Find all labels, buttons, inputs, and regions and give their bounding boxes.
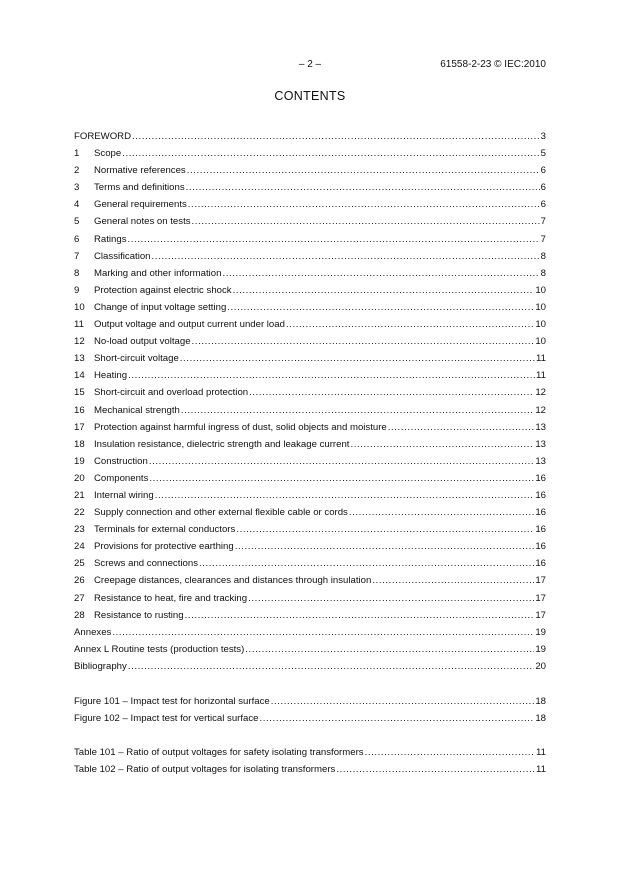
page-number: – 2 – — [298, 59, 322, 70]
toc-entry[interactable] — [74, 470, 546, 487]
toc-entry-label: Normative references — [94, 165, 186, 177]
page-header — [0, 59, 620, 73]
toc-entry-label: Marking and other information — [94, 267, 222, 279]
toc-entry-label: General requirements — [94, 199, 187, 211]
dot-leader — [248, 590, 534, 607]
dot-leader — [180, 350, 535, 367]
dot-leader — [233, 282, 535, 299]
toc-entry[interactable] — [74, 693, 546, 710]
toc-entry-label: Construction — [94, 455, 148, 467]
toc-entry-page: 20 — [535, 660, 546, 672]
toc-entry-label: Short-circuit voltage — [94, 353, 179, 365]
toc-entry[interactable] — [74, 744, 546, 761]
toc-entry[interactable] — [74, 641, 546, 658]
toc-entry[interactable] — [74, 607, 546, 624]
toc-entry[interactable] — [74, 658, 546, 675]
toc-entry-page: 8 — [540, 250, 546, 262]
dot-leader — [245, 641, 534, 658]
dot-leader — [128, 367, 535, 384]
toc-entry-page: 10 — [535, 301, 546, 313]
toc-entry[interactable] — [74, 487, 546, 504]
dot-leader — [199, 555, 534, 572]
toc-entry[interactable] — [74, 350, 546, 367]
toc-entry[interactable] — [74, 333, 546, 350]
dot-leader — [185, 607, 535, 624]
dot-leader — [350, 436, 534, 453]
toc-entry-number: 8 — [74, 267, 80, 279]
dot-leader — [227, 299, 534, 316]
toc-entry-label: Insulation resistance, dielectric strength and leakage current — [94, 438, 350, 450]
toc-entry-page: 6 — [540, 199, 546, 211]
toc-entry[interactable] — [74, 128, 546, 145]
dot-leader — [349, 504, 534, 521]
toc-entry-label: Output voltage and output current under load — [94, 319, 285, 331]
dot-leader — [187, 162, 540, 179]
toc-entry-number: 3 — [74, 182, 80, 194]
toc-entry-label: Resistance to rusting — [94, 609, 184, 621]
toc-entry-page: 8 — [540, 267, 546, 279]
toc-entry-number: 19 — [74, 455, 85, 467]
toc-entry-number: 9 — [74, 284, 80, 296]
toc-entry-page: 13 — [535, 455, 546, 467]
contents-title: CONTENTS — [274, 89, 346, 103]
toc-entry-label: Change of input voltage setting — [94, 301, 227, 313]
toc-entry-page: 16 — [535, 507, 546, 519]
toc-entry-label: Terms and definitions — [94, 182, 185, 194]
toc-entry-label: Components — [94, 472, 149, 484]
toc-entry-number: 20 — [74, 472, 85, 484]
dot-leader — [388, 419, 535, 436]
dot-leader — [186, 179, 540, 196]
dot-leader — [149, 470, 534, 487]
dot-leader — [235, 538, 535, 555]
toc-entry-label: Provisions for protective earthing — [94, 541, 234, 553]
dot-leader — [286, 316, 534, 333]
dot-leader — [132, 128, 540, 145]
toc-entry[interactable] — [74, 555, 546, 572]
toc-entry-page: 6 — [540, 165, 546, 177]
dot-leader — [372, 572, 534, 589]
toc-entry-number: 5 — [74, 216, 80, 228]
toc-entry[interactable] — [74, 402, 546, 419]
toc-entry[interactable] — [74, 231, 546, 248]
toc-entry-label: Protection against harmful ingress of dust, solid objects and moisture — [94, 421, 387, 433]
toc-entry[interactable] — [74, 213, 546, 230]
toc-entry-page: 7 — [540, 233, 546, 245]
toc-entry-number: 18 — [74, 438, 85, 450]
toc-entry-page: 7 — [540, 216, 546, 228]
toc-entry[interactable] — [74, 572, 546, 589]
toc-entry-number: 25 — [74, 558, 85, 570]
toc-main-list — [74, 128, 546, 675]
toc-entry[interactable] — [74, 538, 546, 555]
dot-leader — [155, 487, 535, 504]
toc-entry-page: 11 — [536, 353, 546, 365]
toc-entry-page: 18 — [535, 696, 546, 707]
toc-entry-number: 11 — [74, 319, 84, 331]
toc-entry[interactable] — [74, 367, 546, 384]
toc-tables-list — [74, 744, 546, 778]
dot-leader — [192, 333, 535, 350]
toc-entry-number: 24 — [74, 541, 85, 553]
dot-leader — [236, 521, 534, 538]
toc-entry-label: Table 101 – Ratio of output voltages for safety isolating transformers — [74, 747, 364, 758]
toc-entry-number: 13 — [74, 353, 85, 365]
dot-leader — [128, 231, 540, 248]
toc-entry[interactable] — [74, 196, 546, 213]
toc-entry-label: Terminals for external conductors — [94, 524, 236, 536]
dot-leader — [128, 658, 535, 675]
toc-entry[interactable] — [74, 162, 546, 179]
toc-entry-label: Mechanical strength — [94, 404, 180, 416]
dot-leader — [122, 145, 539, 162]
toc-entry-page: 10 — [535, 336, 546, 348]
toc-entry-page: 12 — [535, 404, 546, 416]
toc-entry-page: 11 — [536, 747, 546, 758]
toc-entry-number: 17 — [74, 421, 85, 433]
toc-entry-label: No-load output voltage — [94, 336, 191, 348]
dot-leader — [365, 744, 535, 761]
toc-entry-label: Scope — [94, 148, 122, 160]
toc-entry-label: Annexes — [74, 626, 112, 638]
toc-entry-page: 18 — [535, 713, 546, 725]
toc-entry[interactable] — [74, 761, 546, 778]
toc-entry-page: 10 — [535, 284, 546, 296]
toc-entry-label: Supply connection and other external flexible cable or cords — [94, 507, 348, 519]
toc-entry-number: 23 — [74, 524, 85, 536]
toc-entry-page: 3 — [540, 131, 546, 142]
toc-entry-number: 2 — [74, 165, 80, 177]
toc-entry-label: Protection against electric shock — [94, 284, 232, 296]
toc-entry-page: 11 — [536, 370, 546, 382]
toc-entry-number: 15 — [74, 387, 85, 399]
toc-entry-label: Screws and connections — [94, 558, 198, 570]
dot-leader — [192, 213, 540, 230]
dot-leader — [149, 453, 534, 470]
toc-entry-page: 11 — [536, 764, 546, 776]
toc-entry-page: 16 — [535, 489, 546, 501]
toc-entry-page: 13 — [535, 421, 546, 433]
toc-entry-page: 17 — [535, 592, 546, 604]
toc-entry-label: Bibliography — [74, 660, 127, 672]
toc-entry-number: 26 — [74, 575, 85, 587]
toc-entry-number: 6 — [74, 233, 80, 245]
toc-entry[interactable] — [74, 145, 546, 162]
toc-entry-page: 17 — [535, 609, 546, 621]
toc-entry[interactable] — [74, 384, 546, 401]
toc-entry[interactable] — [74, 299, 546, 316]
toc-entry-number: 7 — [74, 250, 80, 262]
dot-leader — [112, 624, 534, 641]
toc-entry-page: 12 — [535, 387, 546, 399]
toc-entry-page: 17 — [535, 575, 546, 587]
toc-entry-label: Figure 101 – Impact test for horizontal surface — [74, 696, 270, 707]
toc-entry-label: Ratings — [94, 233, 127, 245]
toc-entry-number: 16 — [74, 404, 85, 416]
toc-entry[interactable] — [74, 590, 546, 607]
toc-entry[interactable] — [74, 504, 546, 521]
toc-entry-number: 27 — [74, 592, 85, 604]
toc-figures-list — [74, 693, 546, 727]
toc-entry-number: 1 — [74, 148, 80, 160]
toc-entry-label: Internal wiring — [94, 489, 154, 501]
toc-entry-label: Annex L Routine tests (production tests) — [74, 643, 245, 655]
toc-entry[interactable] — [74, 419, 546, 436]
toc-entry-number: 10 — [74, 301, 85, 313]
toc-entry[interactable] — [74, 179, 546, 196]
dot-leader — [222, 265, 539, 282]
toc-entry-label: Classification — [94, 250, 151, 262]
dot-leader — [249, 384, 534, 401]
toc-entry-number: 22 — [74, 507, 85, 519]
toc-entry[interactable] — [74, 248, 546, 265]
toc-entry[interactable] — [74, 265, 546, 282]
toc-entry-label: Short-circuit and overload protection — [94, 387, 249, 399]
toc-entry-page: 16 — [535, 524, 546, 536]
toc-entry-label: Heating — [94, 370, 128, 382]
toc-entry-page: 13 — [535, 438, 546, 450]
toc-entry-number: 12 — [74, 336, 85, 348]
toc-entry-page: 19 — [535, 626, 546, 638]
toc-entry[interactable] — [74, 282, 546, 299]
dot-leader — [152, 248, 540, 265]
toc-entry-number: 21 — [74, 489, 85, 501]
toc-entry-label: General notes on tests — [94, 216, 191, 228]
toc-entry[interactable] — [74, 710, 546, 727]
toc-entry-page: 19 — [535, 643, 546, 655]
toc-entry-label: Figure 102 – Impact test for vertical surface — [74, 713, 259, 725]
toc-entry-label: Resistance to heat, fire and tracking — [94, 592, 248, 604]
toc-entry-page: 6 — [540, 182, 546, 194]
document-id: 61558-2-23 © IEC:2010 — [440, 59, 546, 70]
dot-leader — [181, 402, 534, 419]
toc-entry-label: Creepage distances, clearances and distances through insulation — [94, 575, 372, 587]
toc-entry-number: 14 — [74, 370, 85, 382]
dot-leader — [260, 710, 535, 727]
toc-entry-number: 4 — [74, 199, 80, 211]
toc-entry-label: Table 102 – Ratio of output voltages for isolating transformers — [74, 764, 336, 776]
dot-leader — [188, 196, 540, 213]
toc-entry-label: FOREWORD — [74, 131, 132, 142]
toc-entry-page: 10 — [535, 319, 546, 331]
toc-entry-page: 16 — [535, 558, 546, 570]
toc-entry[interactable] — [74, 453, 546, 470]
toc-entry[interactable] — [74, 436, 546, 453]
toc-entry-page: 16 — [535, 472, 546, 484]
dot-leader — [336, 761, 535, 778]
toc-entry-number: 28 — [74, 609, 85, 621]
toc-entry-page: 5 — [540, 148, 546, 160]
toc-entry[interactable] — [74, 521, 546, 538]
dot-leader — [271, 693, 535, 710]
toc-entry[interactable] — [74, 316, 546, 333]
toc-entry[interactable] — [74, 624, 546, 641]
toc-entry-page: 16 — [535, 541, 546, 553]
